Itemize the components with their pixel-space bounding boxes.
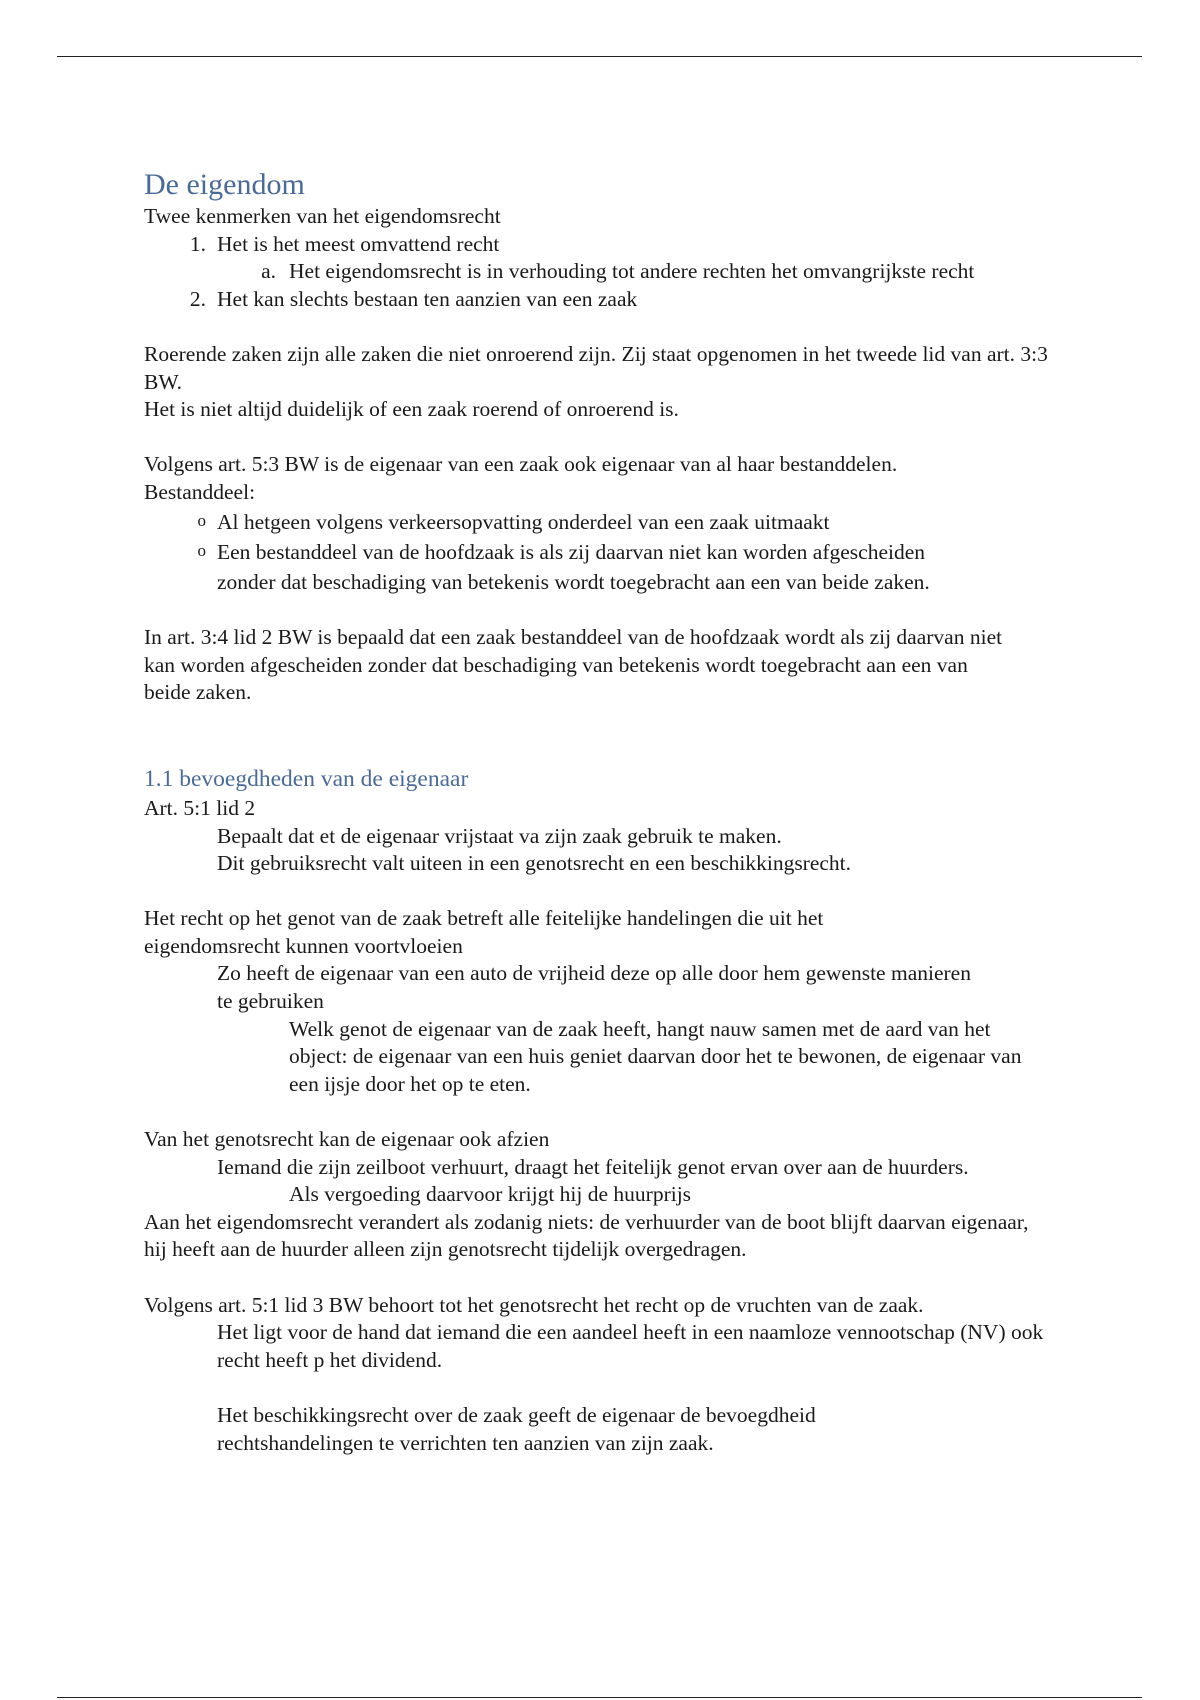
paragraph-roerend: Roerende zaken zijn alle zaken die niet onroerend zijn. Zij staat opgenomen in het tweede lid van art. 3:3 BW.	[144, 341, 1048, 394]
paragraph-indented: Zo heeft de eigenaar van een auto de vrijheid deze op alle door hem gewenste manieren te gebruiken	[217, 961, 971, 1014]
paragraph-verhuur: Aan het eigendomsrecht verandert als zodanig niets: de verhuurder van de boot blijft daarvan eigenaar, hij heeft aan de huurder alleen zijn genotsrecht tijdelijk overgedragen.	[144, 1209, 1029, 1262]
paragraph-bestanddelen: Volgens art. 5:3 BW is de eigenaar van een zaak ook eigenaar van al haar bestanddelen.	[144, 452, 898, 477]
paragraph-indented-2: Als vergoeding daarvoor krijgt hij de huurprijs	[289, 1182, 692, 1207]
spacer	[144, 313, 1064, 341]
page-title: De eigendom	[144, 168, 305, 201]
article-reference: Art. 5:1 lid 2	[144, 795, 256, 820]
list-marker: 1.	[189, 231, 206, 256]
paragraph-roerend-2: Het is niet altijd duidelijk of een zaak roerend of onroerend is.	[144, 397, 679, 422]
list-item-text: Het kan slechts bestaan ten aanzien van een zaak	[217, 286, 638, 311]
bullet-marker: o	[197, 540, 206, 560]
list-marker: a.	[261, 259, 276, 284]
list-item	[144, 286, 1064, 314]
spacer	[144, 1098, 1064, 1126]
paragraph-indented: Het ligt voor de hand dat iemand die een aandeel heeft in een naamloze vennootschap (NV) ook recht heeft p het dividend.	[217, 1320, 1044, 1372]
paragraph-genot: Het recht op het genot van de zaak betreft alle feitelijke handelingen die uit het eigendomsrecht kunnen voortvloeien	[144, 906, 824, 958]
list-item-text: Het eigendomsrecht is in verhouding tot andere rechten het omvangrijkste recht	[289, 259, 975, 284]
bullet-marker: o	[197, 510, 206, 530]
document-body	[144, 166, 1064, 1457]
bullet-text: Al hetgeen volgens verkeersopvatting onderdeel van een zaak uitmaakt	[217, 509, 830, 534]
list-marker: 2.	[189, 286, 206, 311]
spacer	[144, 597, 1064, 625]
spacer	[144, 878, 1064, 906]
paragraph-afzien: Van het genotsrecht kan de eigenaar ook afzien	[144, 1127, 550, 1152]
list-item	[144, 231, 1064, 259]
spacer	[144, 424, 1064, 452]
list-item	[144, 258, 989, 286]
intro-text: Twee kenmerken van het eigendomsrecht	[144, 204, 501, 228]
paragraph-indented: Iemand die zijn zeilboot verhuurt, draagt het feitelijk genot ervan over aan de huurders.	[217, 1154, 969, 1179]
section-title: 1.1 bevoegdheden van de eigenaar	[144, 765, 469, 792]
paragraph-indented-2: Welk genot de eigenaar van de zaak heeft, hangt nauw samen met de aard van het object: de eigenaar van een huis geniet daarvan door het te bewonen, de eigenaar van een ijsje door het op te eten.	[289, 1016, 1022, 1096]
paragraph-vruchten: Volgens art. 5:1 lid 3 BW behoort tot het genotsrecht het recht op de vruchten van de zaak.	[144, 1292, 924, 1317]
spacer	[144, 1374, 1064, 1402]
paragraph-indented: Bepaalt dat et de eigenaar vrijstaat va zijn zaak gebruik te maken.	[217, 823, 782, 848]
bullet-item	[144, 507, 1064, 537]
bullet-text: Een bestanddeel van de hoofdzaak is als zij daarvan niet kan worden afgescheiden zonder dat beschadiging van betekenis wordt toegebracht aan een van beide zaken.	[217, 539, 930, 594]
list-item-text: Het is het meest omvattend recht	[217, 231, 500, 256]
footer-rule	[57, 1697, 1142, 1698]
paragraph-indented: Het beschikkingsrecht over de zaak geeft de eigenaar de bevoegdheid rechtshandelingen te verrichten ten aanzien van zijn zaak.	[217, 1402, 816, 1455]
header-rule	[57, 56, 1142, 57]
spacer	[144, 707, 1064, 763]
paragraph-art-3-4: In art. 3:4 lid 2 BW is bepaald dat een zaak bestanddeel van de hoofdzaak wordt als zij daarvan niet kan worden afgescheiden zonder dat beschadiging van betekenis wordt toegebracht aan een van beide zaken.	[144, 625, 1003, 705]
bestanddeel-label: Bestanddeel:	[144, 479, 256, 504]
paragraph-indented: Dit gebruiksrecht valt uiteen in een genotsrecht en een beschikkingsrecht.	[217, 851, 852, 876]
bullet-item	[144, 537, 977, 597]
spacer	[144, 1264, 1064, 1292]
